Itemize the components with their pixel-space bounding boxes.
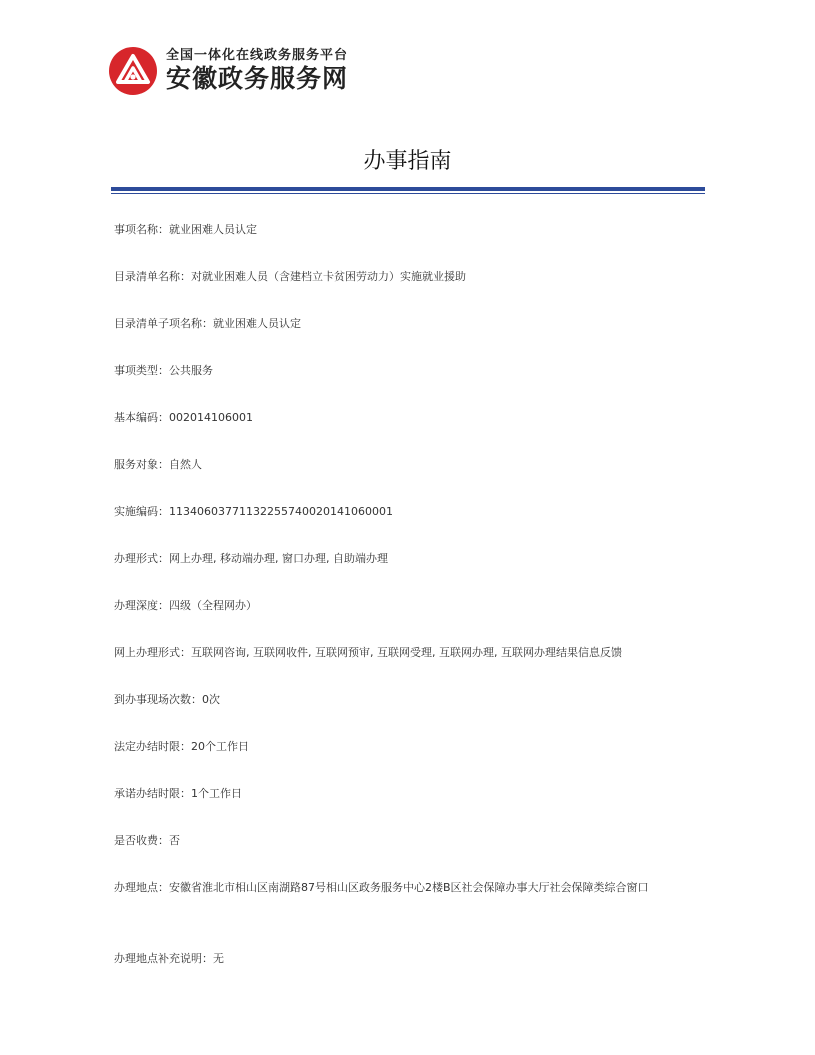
field-value: 002014106001 bbox=[169, 411, 253, 424]
field-value: 否 bbox=[169, 834, 180, 847]
field-label: 办理形式： bbox=[114, 552, 169, 565]
field-promised-time-limit bbox=[114, 786, 242, 802]
logo-title: 安徽政务服务网 bbox=[166, 64, 349, 93]
field-value: 无 bbox=[213, 952, 224, 965]
field-label: 事项类型： bbox=[114, 364, 169, 377]
field-label: 事项名称： bbox=[114, 223, 169, 236]
field-label: 是否收费： bbox=[114, 834, 169, 847]
field-location-supplement bbox=[114, 951, 224, 967]
field-legal-time-limit bbox=[114, 739, 249, 755]
field-value: 自然人 bbox=[169, 458, 202, 471]
anhui-government-service-logo-icon bbox=[108, 46, 158, 96]
field-label: 办理地点： bbox=[114, 881, 169, 894]
field-handling-depth bbox=[114, 598, 257, 614]
field-value: 互联网咨询, 互联网收件, 互联网预审, 互联网受理, 互联网办理, 互联网办理结果信息反馈 bbox=[191, 646, 622, 659]
field-value: 11340603771132255740020141060001 bbox=[169, 505, 393, 518]
field-onsite-visits bbox=[114, 692, 220, 708]
field-catalog-subitem bbox=[114, 316, 301, 332]
field-label: 实施编码： bbox=[114, 505, 169, 518]
logo-subtitle: 全国一体化在线政务服务平台 bbox=[166, 48, 349, 63]
field-value: 0次 bbox=[202, 693, 220, 706]
field-label: 到办事现场次数： bbox=[114, 693, 202, 706]
field-value: 对就业困难人员（含建档立卡贫困劳动力）实施就业援助 bbox=[191, 270, 466, 283]
field-value: 就业困难人员认定 bbox=[213, 317, 301, 330]
field-value: 安徽省淮北市相山区南湖路87号相山区政务服务中心2楼B区社会保障办事大厅社会保障类综合窗口 bbox=[169, 881, 649, 894]
field-catalog-name bbox=[114, 269, 466, 285]
field-item-type bbox=[114, 363, 213, 379]
field-label: 网上办理形式： bbox=[114, 646, 191, 659]
field-label: 办理深度： bbox=[114, 599, 169, 612]
field-value: 公共服务 bbox=[169, 364, 213, 377]
field-service-target bbox=[114, 457, 202, 473]
document-title: 办事指南 bbox=[363, 149, 452, 174]
field-value: 20个工作日 bbox=[191, 740, 249, 753]
field-label: 目录清单名称： bbox=[114, 270, 191, 283]
field-value: 就业困难人员认定 bbox=[169, 223, 257, 236]
field-value: 网上办理, 移动端办理, 窗口办理, 自助端办理 bbox=[169, 552, 388, 565]
field-label: 目录清单子项名称： bbox=[114, 317, 213, 330]
field-basic-code bbox=[114, 410, 253, 426]
field-handling-location bbox=[114, 875, 686, 901]
field-fee bbox=[114, 833, 180, 849]
field-handling-form bbox=[114, 551, 388, 567]
field-item-name bbox=[114, 222, 257, 238]
field-label: 服务对象： bbox=[114, 458, 169, 471]
field-label: 基本编码： bbox=[114, 411, 169, 424]
field-online-handling-form bbox=[114, 645, 622, 661]
field-label: 承诺办结时限： bbox=[114, 787, 191, 800]
field-value: 1个工作日 bbox=[191, 787, 242, 800]
field-label: 办理地点补充说明： bbox=[114, 952, 213, 965]
title-divider-thick bbox=[111, 187, 705, 191]
field-value: 四级（全程网办） bbox=[169, 599, 257, 612]
site-logo[interactable] bbox=[108, 46, 348, 96]
field-label: 法定办结时限： bbox=[114, 740, 191, 753]
title-divider-thin bbox=[111, 193, 705, 194]
field-implementation-code bbox=[114, 504, 393, 520]
